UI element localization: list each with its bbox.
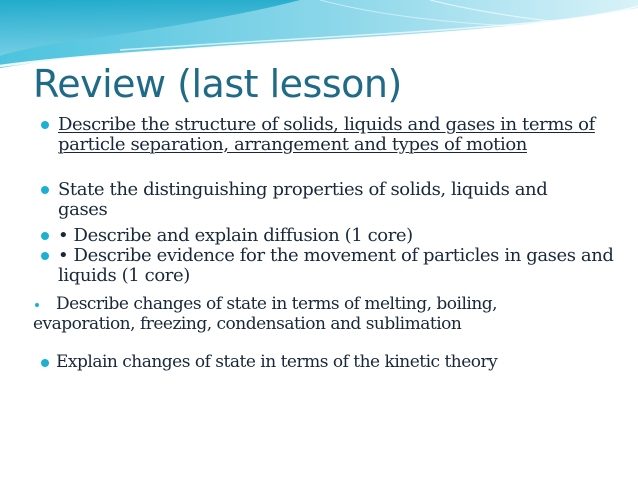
bullet-dot <box>41 252 49 260</box>
bullet-text: Describe changes of state in terms of melting, boiling, evaporation, freezing, condensation and sublimation <box>33 294 498 334</box>
bullet-dot <box>41 232 49 240</box>
bullet-text: • Describe and explain diffusion (1 core) <box>58 225 413 246</box>
bullet-text: Describe the structure of solids, liquids and gases in terms of particle separation, arrangement and types of motion <box>58 114 595 155</box>
bullet-dot <box>41 359 49 367</box>
bullet-text: • Describe evidence for the movement of particles in gases and liquids (1 core) <box>58 245 614 286</box>
bullet-text: State the distinguishing properties of solids, liquids and gases <box>58 179 548 220</box>
slide-title: Review (last lesson) <box>33 62 402 106</box>
bullet-dot <box>41 121 49 129</box>
bullet-text: Explain changes of state in terms of the kinetic theory <box>56 352 498 372</box>
bullet-dot <box>41 186 49 194</box>
